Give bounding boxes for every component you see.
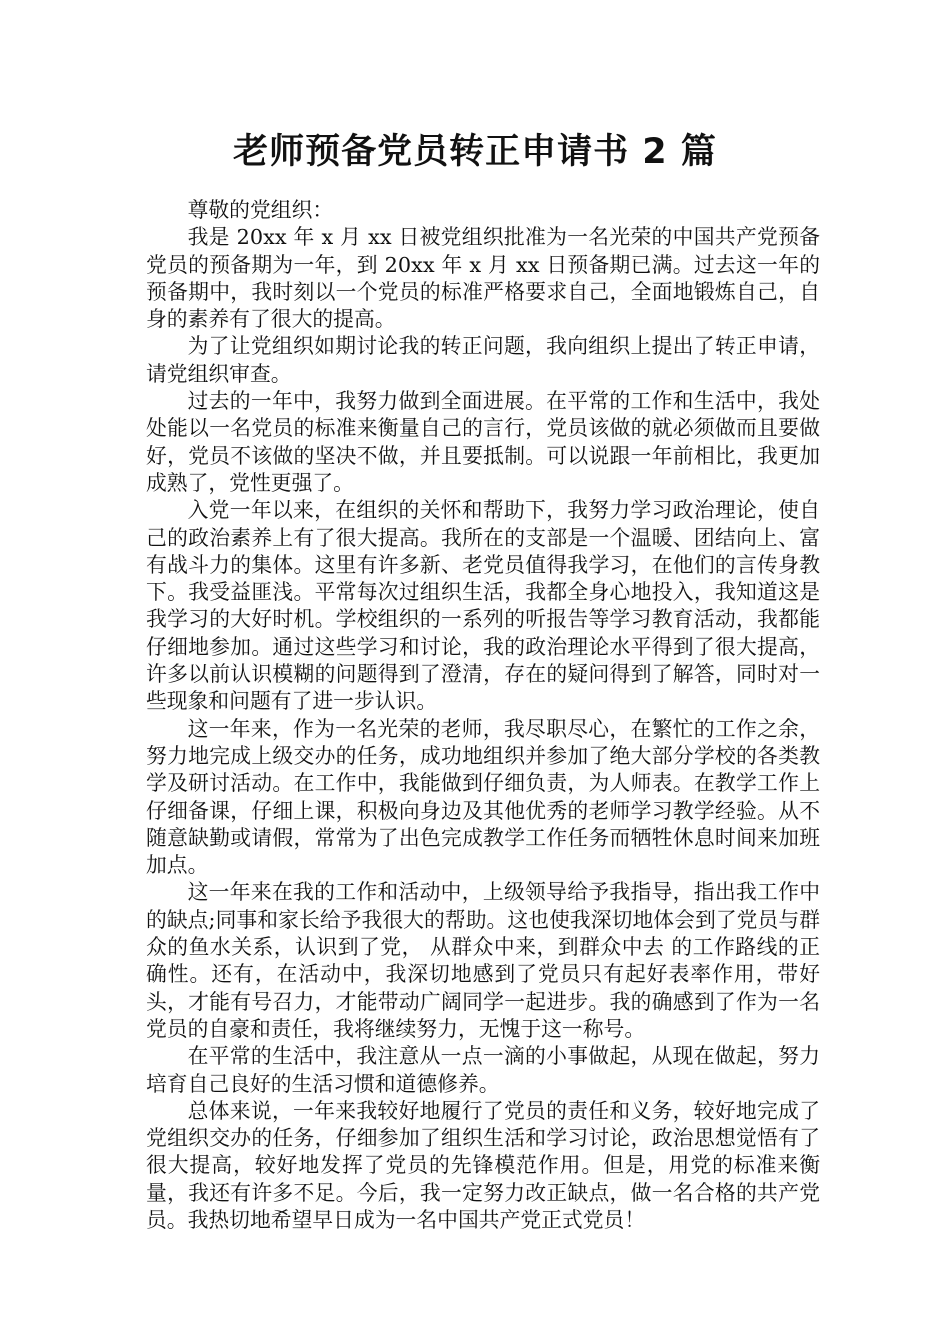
paragraph-3: 过去的一年中，我努力做到全面进展。在平常的工作和生活中，我处处能以一名党员的标准来衡量自己的言行，党员该做的就必须做而且要做好，党员不该做的坚决不做，并且要抵制。可以说跟一年前相比，我更加成熟了，党性更强了。 bbox=[146, 389, 820, 495]
paragraph-1: 我是 20xx 年 x 月 xx 日被党组织批准为一名光荣的中国共产党预备党员的预备期为一年，到 20xx 年 x 月 xx 日预备期已满。过去这一年的预备期中，我时刻以一个党员的标准严格要求自己，全面地锻炼自己，自身的素养有了很大的提高。 bbox=[146, 225, 820, 332]
paragraph-2: 为了让党组织如期讨论我的转正问题，我向组织上提出了转正申请，请党组织审查。 bbox=[146, 334, 820, 386]
document-body bbox=[146, 197, 820, 1234]
paragraph-8: 总体来说，一年来我较好地履行了党员的责任和义务，较好地完成了党组织交办的任务，仔细参加了组织生活和学习讨论，政治思想觉悟有了很大提高，较好地发挥了党员的先锋模范作用。但是，用党的标准来衡量，我还有许多不足。今后，我一定努力改正缺点，做一名合格的共产党员。我热切地希望早日成为一名中国共产党正式党员！ bbox=[146, 1098, 820, 1232]
salutation: 尊敬的党组织： bbox=[187, 198, 334, 222]
paragraph-6: 这一年来在我的工作和活动中，上级领导给予我指导，指出我工作中的缺点;同事和家长给予我很大的帮助。这也使我深切地体会到了党员与群众的鱼水关系，认识到了党， 从群众中来，到群众中去 的工作路线的正确性。还有，在活动中，我深切地感到了党员只有起好表率作用，带好头，才能有号召力，才能带动广阔同学一起进步。我的确感到了作为一名党员的自豪和责任，我将继续努力，无愧于这一称号。 bbox=[146, 880, 820, 1041]
paragraph-4: 入党一年以来，在组织的关怀和帮助下，我努力学习政治理论，使自己的政治素养上有了很大提高。我所在的支部是一个温暖、团结向上、富有战斗力的集体。这里有许多新、老党员值得我学习，在他们的言传身教下。我受益匪浅。平常每次过组织生活，我都全身心地投入，我知道这是我学习的大好时机。学校组织的一系列的听报告等学习教育活动，我都能仔细地参加。通过这些学习和讨论，我的政治理论水平得到了很大提高，许多以前认识模糊的问题得到了澄清，存在的疑问得到了解答，同时对一些现象和问题有了进一步认识。 bbox=[146, 498, 820, 714]
paragraph-7: 在平常的生活中，我注意从一点一滴的小事做起，从现在做起，努力培育自己良好的生活习惯和道德修养。 bbox=[146, 1044, 820, 1096]
document-title: 老师预备党员转正申请书 2 篇 bbox=[233, 132, 717, 172]
paragraph-5: 这一年来，作为一名光荣的老师，我尽职尽心，在繁忙的工作之余，努力地完成上级交办的任务，成功地组织并参加了绝大部分学校的各类教学及研讨活动。在工作中，我能做到仔细负责，为人师表。在教学工作上仔细备课，仔细上课，积极向身边及其他优秀的老师学习教学经验。从不随意缺勤或请假，常常为了出色完成教学工作任务而牺牲休息时间来加班加点。 bbox=[146, 716, 820, 878]
